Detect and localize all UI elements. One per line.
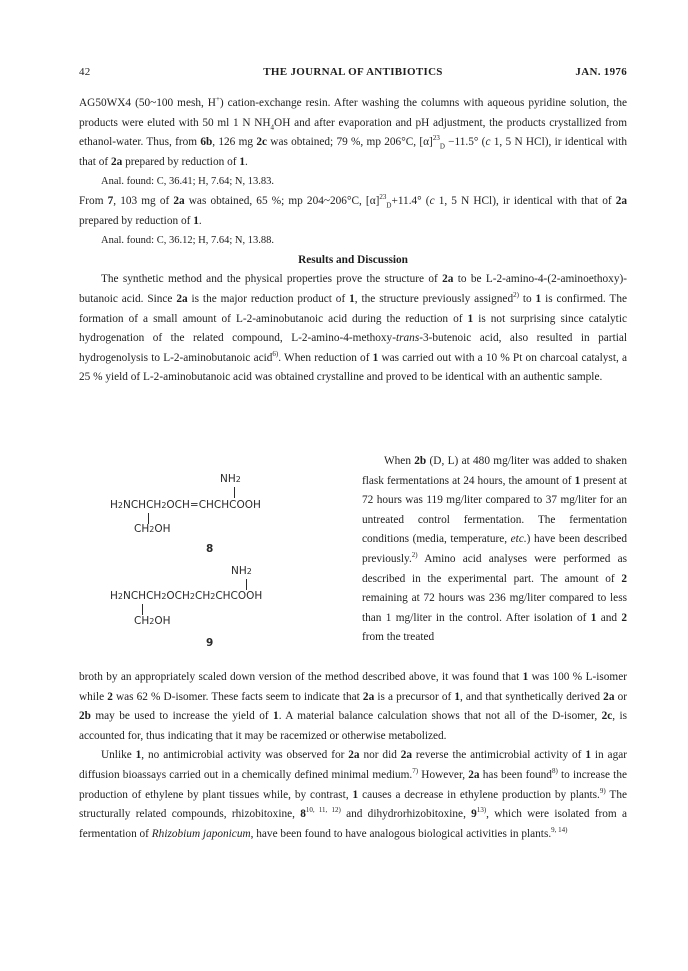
chemical-structures: [110, 461, 340, 657]
paragraph-product-2a: From 7, 103 mg of 2a was obtained, 65 %; mp 204~206°C, $[\alpha]^{23}_D+11.4^\circ$ (c 1, 5 N HCl), ir identical with that of 2a prepared by reduction of 1.: [79, 193, 628, 227]
paragraph-activity: Unlike 1, no antimicrobial activity was observed for 2a nor did 2a reverse the antimicrobial activity of 1 in agar diffusion bioassays carried out in a chemically defined minimal medium.$^{7)}$ However, 2a has been found$^{8)}$ to increase the production of ethylene by plant tissues while, by contrast, 1 causes a decrease in ethylene production by plants.$^{9)}$ The structurally related compounds, rhizobitoxine, 8$^{10, 11, 12)}$ and dihydrorhizobitoxine, 9$^{13)}$, which were isolated from a fermentation of Rhizobium japonicum, have been found to have analogous biological activities in plants.$^{9, 14)}$: [79, 749, 627, 840]
discussion-text-continued: [79, 668, 627, 844]
structure-9-main-chain: H2NCHCH2OCH2CH2CHCOOH: [110, 590, 263, 602]
right-column-text: [362, 452, 627, 648]
structure-9-amino-group: NH2: [231, 565, 252, 577]
analysis-result-2: Anal. found: C, 36.12; H, 7.64; N, 13.88.: [101, 235, 274, 247]
section-heading: Results and Discussion: [298, 253, 408, 266]
structure-8-main-chain: H2NCHCH2OCH=CHCHCOOH: [110, 499, 261, 511]
experimental-text: [79, 94, 627, 388]
analysis-result-1: Anal. found: C, 36.41; H, 7.64; N, 13.83.: [101, 176, 274, 188]
issue-date: JAN. 1976: [575, 66, 627, 78]
page-number: 42: [79, 66, 91, 78]
paragraph-isomers: broth by an appropriately scaled down version of the method described above, it was found that 1 was 100 % L-isomer while 2 was 62 % D-isomer. These facts seem to indicate that 2a is a precursor of 1, and that synthetically derived 2a or 2b may be used to increase the yield of 1. A material balance calculation shows that not all of the D-isomer, 2c, is accounted for, thus indicating that it may be racemized or otherwise metabolized.: [79, 671, 628, 742]
paragraph-product-2c: AG50WX4 (50~100 mesh, H+) cation-exchange resin. After washing the columns with aqueous pyridine solution, the products were eluted with 50 ml 1 N $NH_4OH$ and after evaporation and pH adjustment, the products crystallized from ethanol-water. Thus, from 6b, 126 mg 2c was obtained; 79 %, mp 206°C, $[\alpha]^{23}_D -11.5^\circ$ (c 1, 5 N HCl), ir identical with that of 2a prepared by reduction of 1.: [79, 95, 628, 168]
paragraph-fermentation: When 2b (D, L) at 480 mg/liter was added to shaken flask fermentations at 24 hours, the amount of 1 present at 72 hours was 119 mg/liter compared to 37 mg/liter for an untreated control fermentation. The fermentation conditions (media, temperature, etc.) have been described previously.$^{2)}$ Amino acid analyses were performed as described in the experimental part. The amount of 2 remaining at 72 hours was 236 mg/liter compared to less than 1 mg/liter in the control. After isolation of 1 and 2 from the treated: [362, 455, 628, 644]
structure-9-label: 9: [206, 637, 214, 649]
journal-title: THE JOURNAL OF ANTIBIOTICS: [263, 66, 443, 78]
structure-8-side-chain: CH2OH: [134, 523, 171, 535]
structure-8-label: 8: [206, 543, 214, 555]
running-header: [79, 66, 627, 82]
paragraph-structure: The synthetic method and the physical properties prove the structure of 2a to be L-2-amino-4-(2-aminoethoxy)-butanoic acid. Since 2a is the major reduction product of 1, the structure previously assigned$^{2)}$ to 1 is confirmed. The formation of a small amount of L-2-aminobutanoic acid during the reduction of 1 is not surprising since catalytic hydrogenation of the related compound, L-2-amino-4-methoxy-trans-3-butenoic acid, also resulted in partial hydrogenolysis to L-2-aminobutanoic acid$^{6)}$. When reduction of 1 was carried out with a 10 % Pt on charcoal catalyst, a 25 % yield of L-2-aminobutanoic acid was obtained crystalline and proved to be identical with an authentic sample.: [79, 273, 627, 384]
structure-9-side-chain: CH2OH: [134, 615, 171, 627]
structure-8-amino-group: NH2: [220, 473, 241, 485]
